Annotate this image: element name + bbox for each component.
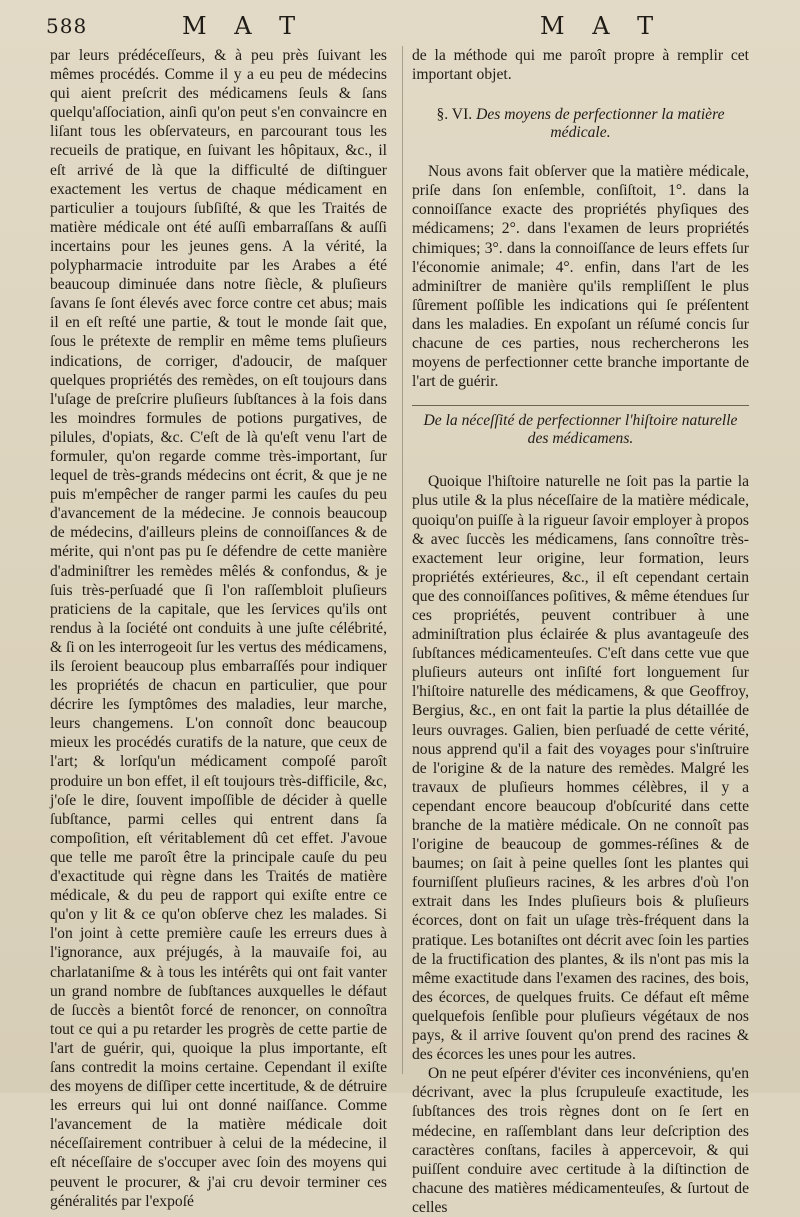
paragraph: par leurs prédéceſſeurs, & à peu près ſuivant les mêmes procédés. Comme il y a eu peu de médecins qui aient preſcrit des médicamens ſeuls & ſans quelqu'aſſociation, ainſi qu'on peut s'en convaincre en liſant tous les obſervateurs, en parcourant tous les recueils de pratique, en ſuivant les hôpitaux, &c., il eſt arrivé de là que la difficulté de diſtinguer exactement les vertus de chaque médicament en particulier a toujours ſubſiſté, & que les Traités de matière médicale ont été auſſi embarraſſans & auſſi incertains pour les jeunes gens. A la vérité, la polypharmacie introduite par les Arabes a été beaucoup diminuée dans notre ſiècle, & pluſieurs ſavans ſe ſont élevés avec force contre cet abus; mais il en eſt reſté une partie, & tout le monde ſait que, ſous le prétexte de remplir en même tems pluſieurs indications, de corriger, d'adoucir, de maſquer quelques propriétés des remèdes, on eſt toujours dans l'uſage de preſcrire pluſieurs ſubſtances à la fois dans les moindres formules de potions purgatives, de pilules, d'opiats, &c. C'eſt de là qu'eſt venu l'art de formuler, qu'on regarde comme très-important, ſur lequel de très-grands médecins ont écrit, & que je ne puis m'empêcher de ranger parmi les cauſes du peu d'avancement de la médecine. Je connois beaucoup de médecins, d'ailleurs pleins de connoiſſances & de mérite, qui n'ont pas pu ſe défendre de cette manière d'adminiſtrer les remèdes mêlés & confondus, & je ſuis très-perſuadé que ſi l'on raſſembloit pluſieurs praticiens de la capitale, que les ſervices qu'ils ont rendus à la ſociété ont conduits à une juſte célébrité, & ſi on les interrogeoit ſur les vertus des médicamens, ils ſeroient beaucoup plus embarraſſés pour indiquer les propriétés de chacun en particulier, que pour décrire les ſymptômes des maladies, leur marche, leurs changemens. L'on connoît donc beaucoup mieux les procédés curatifs de la nature, que ceux de l'art; & lorſqu'un médicament compoſé paroît produire un bon effet, il eſt toujours très-difficile, &c, j'oſe le dire, ſouvent impoſſible de décider à quelle ſubſtance, parmi celles qui entrent dans ſa compoſition, eſt véritablement dû cet effet. J'avoue que telle me paroît être la principale cauſe du peu d'exactitude qui règne dans les Traités de matière médicale, & du peu de rapport qui exiſte entre ce qu'on y lit & ce qu'on obſerve chez les malades. Si l'on joint à cette première cauſe les erreurs dues à l'ignorance, aux préjugés, à la mauvaiſe foi, au charlataniſme & à tous les intérêts qui ont fait vanter un grand nombre de ſubſtances auxquelles le défaut de ſuccès a bientôt forcé de renoncer, on connoîtra tout ce qui a pu retarder les progrès de cette partie de l'art de guérir, qui, quoique la plus importante, eſt ſans contredit la moins certaine. Cependant il exiſte des moyens de diſſiper cette incertitude, & de détruire les erreurs qui lui ont donné naiſſance. Comme l'avancement de la matière médicale doit néceſſairement contribuer à celui de la médecine, il eſt néceſſaire de s'occuper avec ſoin des moyens qui peuvent le procurer, & j'ai cru devoir terminer ces généralités par l'expoſé	[50, 47, 387, 1210]
subheading: De la néceſſité de perfectionner l'hiſtoire naturelle des médicamens.	[423, 412, 738, 448]
running-head-right: M A T	[540, 12, 664, 40]
paragraph: Quoique l'hiſtoire naturelle ne ſoit pas la partie la plus utile & la plus néceſſaire de la matière médicale, quoiqu'on puiſſe à la rigueur ſavoir employer à propos & avec ſuccès les médicamens, ſans connoître très-exactement leur origine, leur formation, leurs propriétés extérieures, &c., il eſt cependant certain que des connoiſſances poſitives, & même étendues ſur ces propriétés, peuvent contribuer à une adminiſtration plus éclairée & plus avantageuſe des ſubſtances médicamenteuſes. C'eſt dans cette vue que pluſieurs auteurs ont inſiſté fort longuement ſur l'hiſtoire naturelle des médicamens, & que Geoffroy, Bergius, &c., en ont fait la partie la plus détaillée de leurs ouvrages. Galien, bien perſuadé de cette vérité, nous apprend qu'il a fait des voyages pour s'inſtruire de l'origine & de la nature des remèdes. Malgré les travaux de pluſieurs hommes célèbres, il y a cependant encore beaucoup d'obſcurité dans cette branche de la matière médicale. On ne connoît pas l'origine de beaucoup de gommes-réſines & de baumes; on ſait à peine quelles ſont les plantes qui fourniſſent pluſieurs racines, & les arbres d'où l'on extrait dans les Indes pluſieurs bois & pluſieurs écorces, dont on fait un uſage très-fréquent dans la pratique. Les botaniſtes ont décrit avec ſoin les parties de la fructification des plantes, & ils n'ont pas mis la même exactitude dans l'examen des racines, des bois, des écorces, de quelques fruits. Ce défaut eſt même quelquefois ſenſible pour pluſieurs végétaux de nos pays, & il arrive ſouvent qu'on prend des racines & des écorces les unes pour les autres.	[412, 473, 749, 1064]
section-heading	[412, 106, 749, 142]
page-header	[0, 10, 800, 44]
paragraph: Nous avons fait obſerver que la matière médicale, priſe dans ſon enſemble, conſiſtoit, 1°. dans la connoiſſance exacte des propriétés phyſiques des médicamens; 2°. dans l'examen de leurs propriétés chimiques; 3°. dans la connoiſſance de leurs effets ſur l'économie animale; 4°. enfin, dans l'art de les adminiſtrer de manière qu'ils rempliſſent le plus ſûrement poſſible les indications qui ſe préſentent dans les maladies. En expoſant un réſumé concis ſur chacune de ces parties, nous rechercherons les moyens de perfectionner cette branche importante de l'art de guérir.	[412, 163, 749, 391]
paragraph: de la méthode qui me paroît propre à remplir cet important objet.	[412, 47, 749, 84]
right-column	[412, 46, 749, 1216]
section-number: §. VI.	[436, 106, 473, 124]
divider-rule	[412, 405, 749, 406]
column-divider	[402, 46, 403, 1074]
page-number: 588	[46, 14, 88, 38]
paragraph: On ne peut eſpérer d'éviter ces inconvéniens, qu'en décrivant, avec la plus ſcrupuleuſe exactitude, les ſubſtances des trois règnes dont on ſe ſert en médecine, en raſſemblant dans leur deſcription des caractères conſtans, faciles à appercevoir, & qui puiſſent conduire avec certitude à la diſtinction de chacune des matières médicamenteuſes, & ſurtout de celles	[412, 1065, 749, 1216]
running-head-left: M A T	[182, 12, 306, 40]
section-title: Des moyens de perfectionner la matière médicale.	[476, 106, 725, 142]
left-column	[50, 46, 387, 1210]
